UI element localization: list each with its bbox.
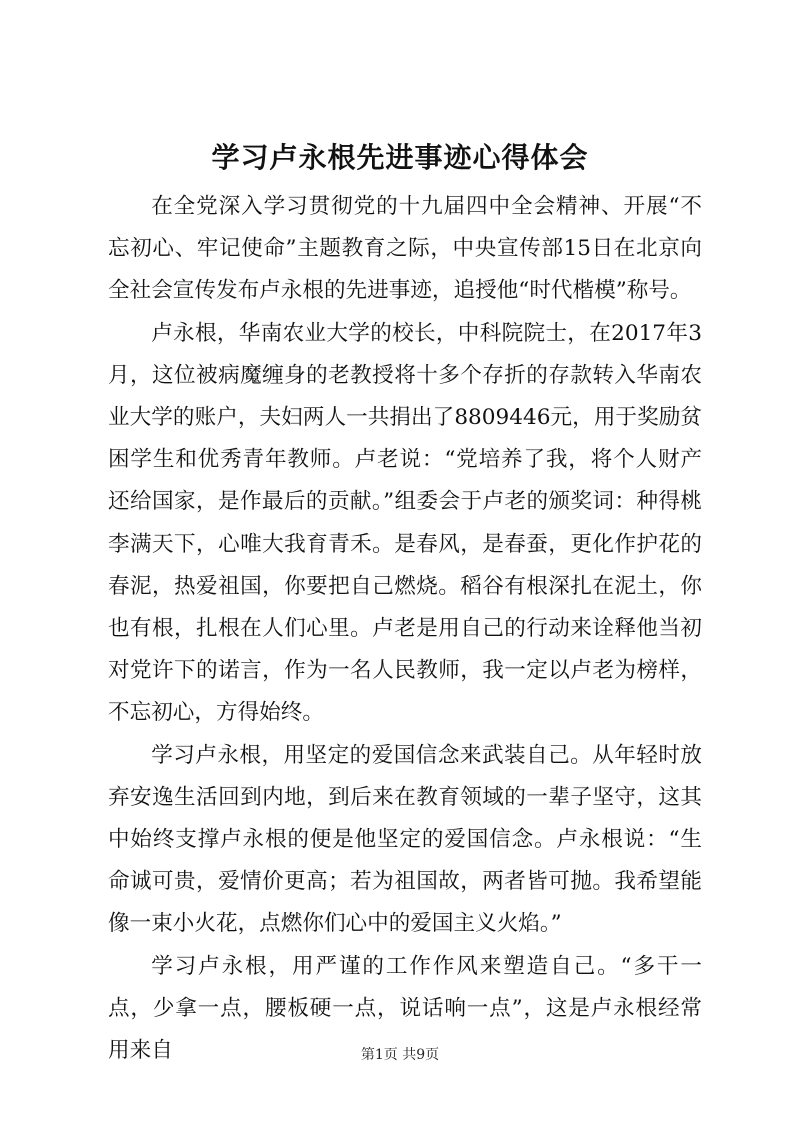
paragraph-4: 学习卢永根，用严谨的工作作风来塑造自己。“多干一点，少拿一点，腰板硬一点，说话响一点”，这是卢永根经常用来自 (108, 953, 702, 1064)
page-number: 第1页 共9页 (360, 1047, 440, 1063)
document-body (108, 186, 702, 1072)
document-title: 学习卢永根先进事迹心得体会 (211, 141, 589, 174)
paragraph-3: 学习卢永根，用坚定的爱国信念来武装自己。从年轻时放弃安逸生活回到内地，到后来在教育领域的一辈子坚守，这其中始终支撑卢永根的便是他坚定的爱国信念。卢永根说：“生命诚可贵，爱情价更高；若为祖国故，两者皆可抛。我希望能像一束小火花，点燃你们心中的爱国主义火焰。” (108, 742, 702, 937)
paragraph-1: 在全党深入学习贯彻党的十九届四中全会精神、开展“不忘初心、牢记使命”主题教育之际，中央宣传部15日在北京向全社会宣传发布卢永根的先进事迹，追授他“时代楷模”称号。 (108, 194, 702, 304)
paragraph-2: 卢永根，华南农业大学的校长，中科院院士，在2017年3月，这位被病魔缠身的老教授将十多个存折的存款转入华南农业大学的账户，夫妇两人一共捐出了8809446元，用于奖励贫困学生和优秀青年教师。卢老说：“党培养了我，将个人财产还给国家，是作最后的贡献。”组委会于卢老的颁奖词：种得桃李满天下，心唯大我育青禾。是春风，是春蚕，更化作护花的春泥，热爱祖国，你要把自己燃烧。稻谷有根深扎在泥土，你也有根，扎根在人们心里。卢老是用自己的行动来诠释他当初对党许下的诺言，作为一名人民教师，我一定以卢老为榜样，不忘初心，方得始终。 (108, 320, 702, 726)
